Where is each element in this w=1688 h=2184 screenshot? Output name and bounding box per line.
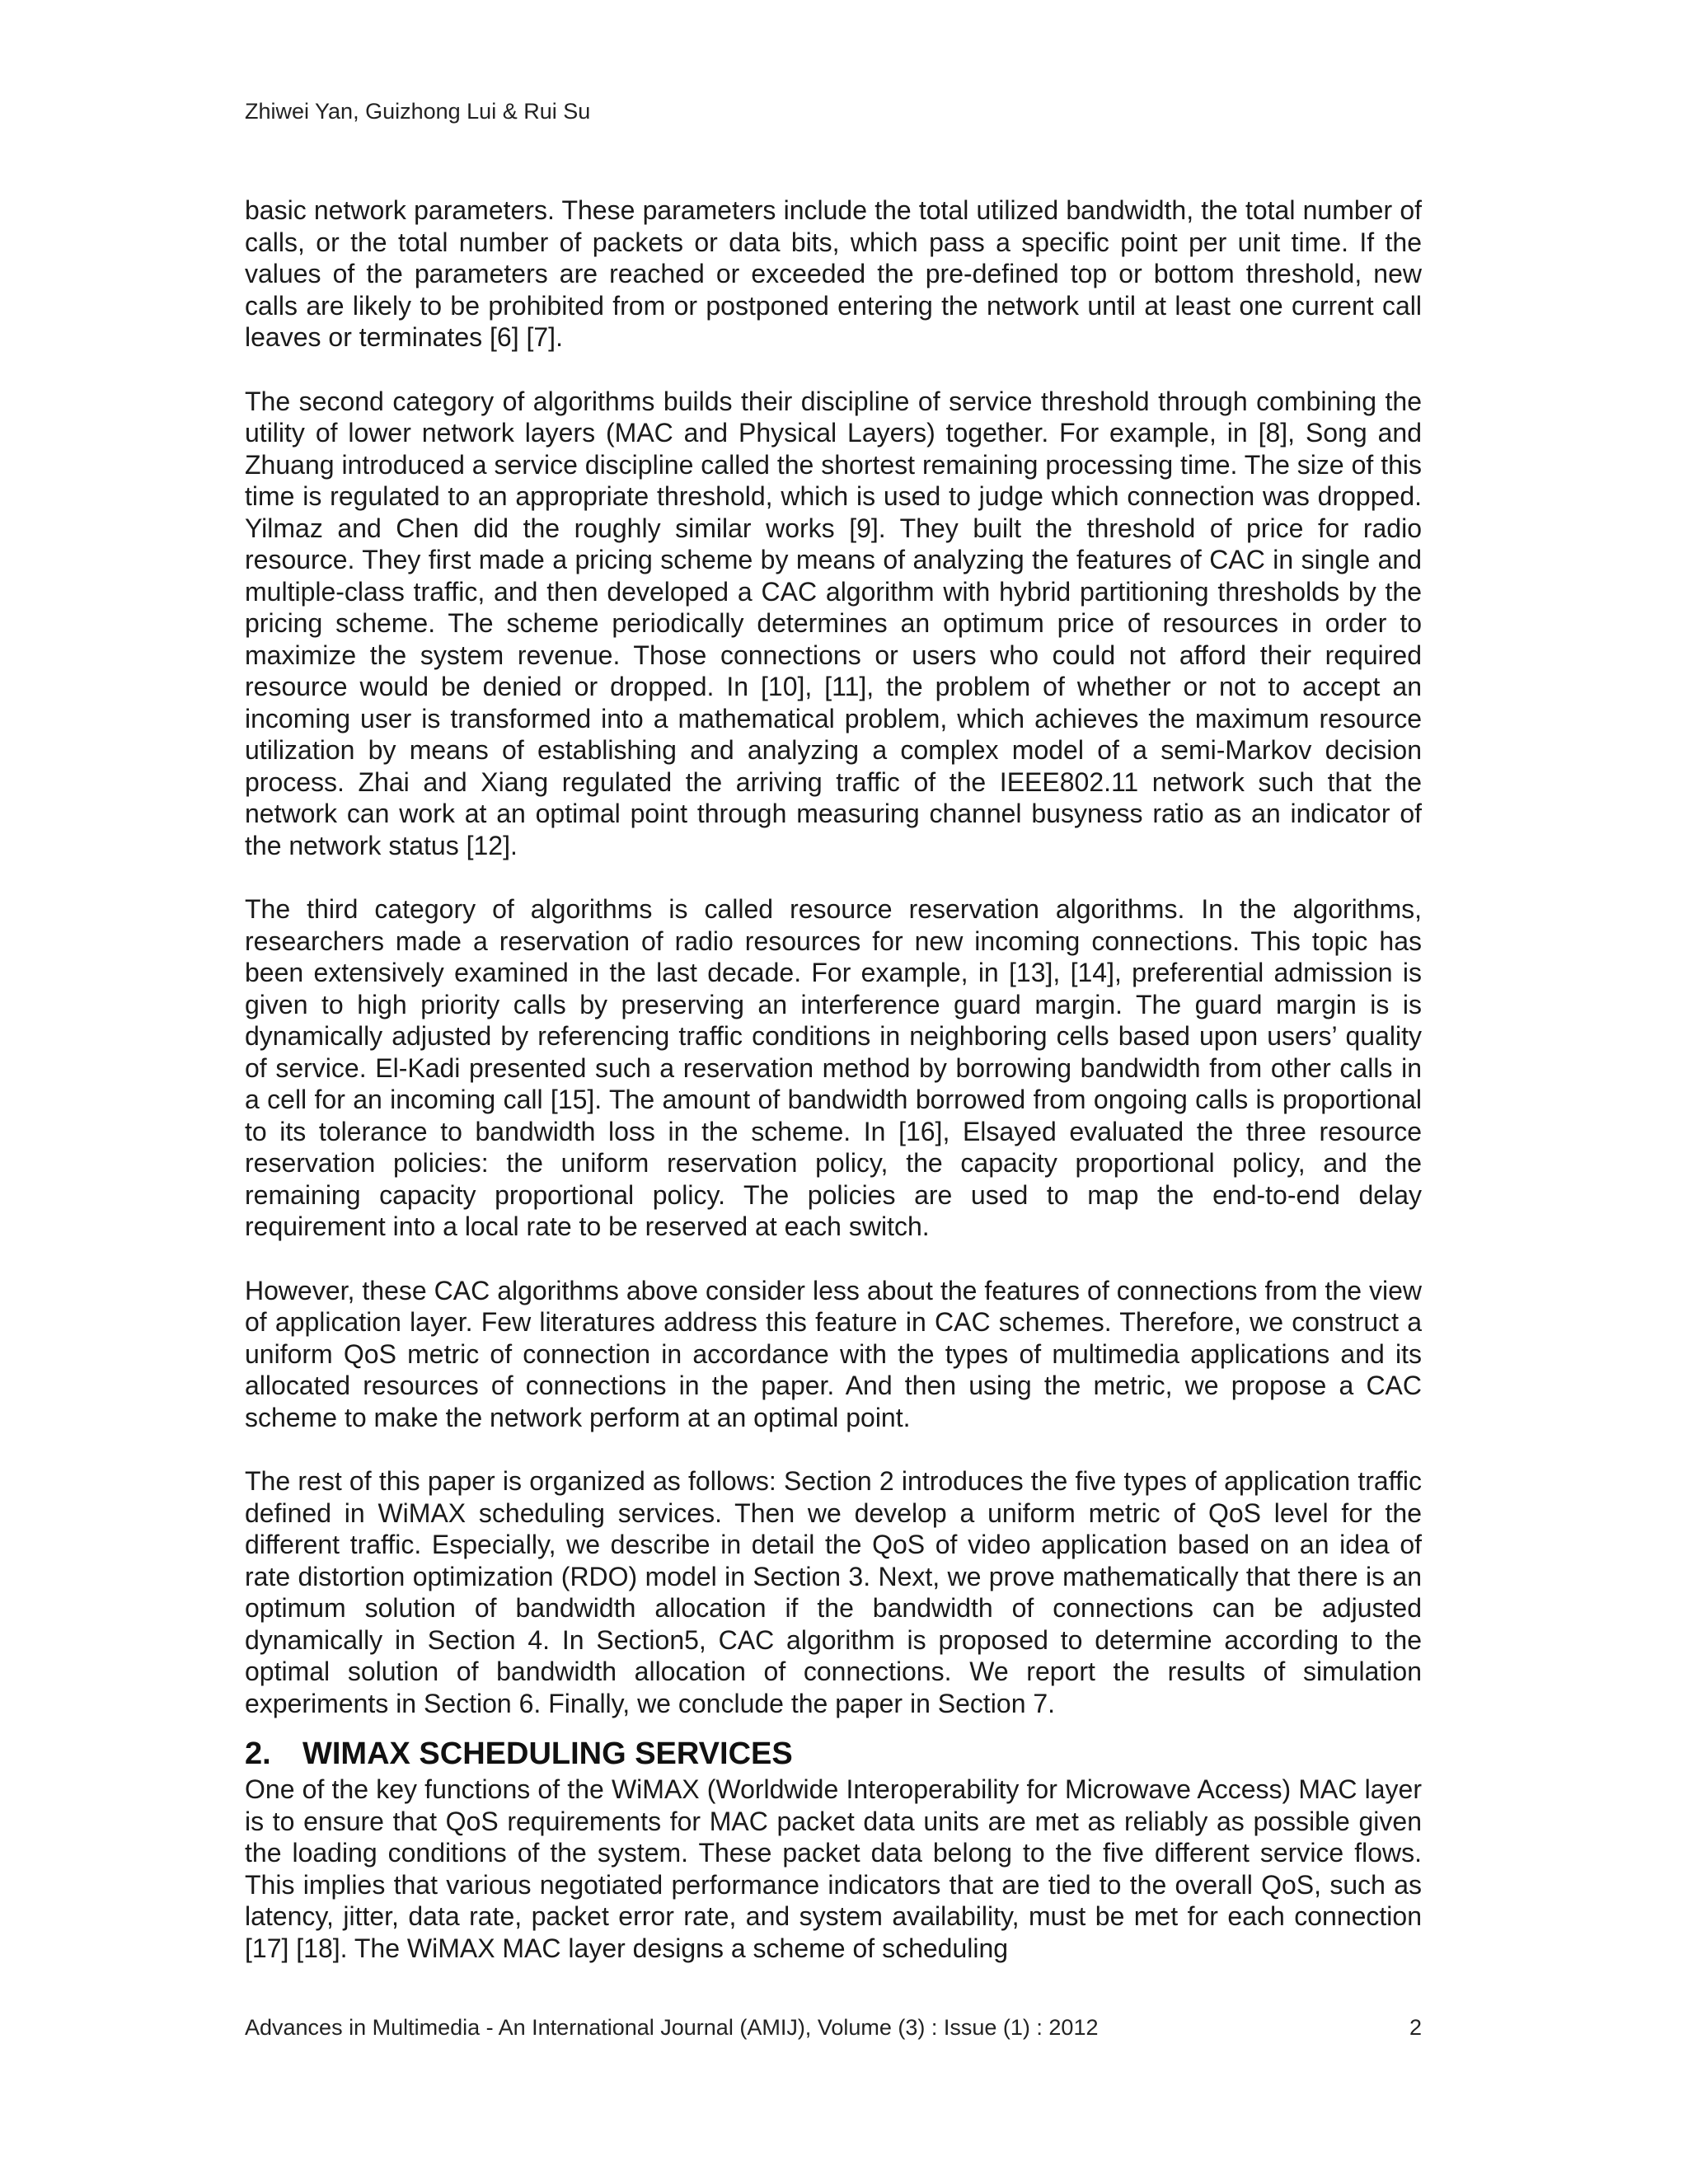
section-paragraph: One of the key functions of the WiMAX (Worldwide Interoperability for Microwave Access) MAC layer is to ensure that QoS requirements for MAC packet data units are met as reliably as possible given the loading conditions of the system. These packet data belong to the five different service flows. This implies that various negotiated performance indicators that are tied to the overall QoS, such as latency, jitter, data rate, packet error rate, and system availability, must be met for each connection [17] [18]. The WiMAX MAC layer designs a scheme of scheduling: [245, 1774, 1422, 1963]
body-paragraph-1: basic network parameters. These parameters include the total utilized bandwidth, the total number of calls, or the total number of packets or data bits, which pass a specific point per unit time. If the values of the parameters are reached or exceeded the pre-defined top or bottom threshold, new calls are likely to be prohibited from or postponed entering the network until at least one current call leaves or terminates [6] [7].: [245, 195, 1422, 352]
body-paragraph-5: The rest of this paper is organized as follows: Section 2 introduces the five types of application traffic defined in WiMAX scheduling services. Then we develop a uniform metric of QoS level for the different traffic. Especially, we describe in detail the QoS of video application based on an idea of rate distortion optimization (RDO) model in Section 3. Next, we prove mathematically that there is an optimum solution of bandwidth allocation if the bandwidth of connections can be adjusted dynamically in Section 4. In Section5, CAC algorithm is proposed to determine according to the optimal solution of bandwidth allocation of connections. We report the results of simulation experiments in Section 6. Finally, we conclude the paper in Section 7.: [245, 1466, 1422, 1718]
page-number: 2: [1409, 2015, 1422, 2040]
section-title: WIMAX SCHEDULING SERVICES: [302, 1736, 793, 1771]
section-heading: [245, 1736, 1422, 1772]
page-body: [245, 194, 1422, 1996]
body-paragraph-4: However, these CAC algorithms above consider less about the features of connections from the view of application layer. Few literatures address this feature in CAC schemes. Therefore, we construct a uniform QoS metric of connection in accordance with the types of multimedia applications and its allocated resources of connections in the paper. And then using the metric, we propose a CAC scheme to make the network perform at an optimal point.: [245, 1275, 1422, 1432]
body-paragraph-3: The third category of algorithms is called resource reservation algorithms. In the algorithms, researchers made a reservation of radio resources for new incoming connections. This topic has been extensively examined in the last decade. For example, in [13], [14], preferential admission is given to high priority calls by preserving an interference guard margin. The guard margin is is dynamically adjusted by referencing traffic conditions in neighboring cells based upon users’ quality of service. El-Kadi presented such a reservation method by borrowing bandwidth from other calls in a cell for an incoming call [15]. The amount of bandwidth borrowed from ongoing calls is proportional to its tolerance to bandwidth loss in the scheme. In [16], Elsayed evaluated the three resource reservation policies: the uniform reservation policy, the capacity proportional policy, and the remaining capacity proportional policy. The policies are used to map the end-to-end delay requirement into a local rate to be reserved at each switch.: [245, 894, 1422, 1241]
running-head-authors: Zhiwei Yan, Guizhong Lui & Rui Su: [245, 99, 591, 124]
footer-journal-citation: Advances in Multimedia - An International Journal (AMIJ), Volume (3) : Issue (1) : 2012: [245, 2015, 1099, 2040]
section-number: 2.: [245, 1736, 271, 1771]
page-footer: [245, 2013, 1422, 2041]
body-paragraph-2: The second category of algorithms builds their discipline of service threshold through combining the utility of lower network layers (MAC and Physical Layers) together. For example, in [8], Song and Zhuang introduced a service discipline called the shortest remaining processing time. The size of this time is regulated to an appropriate threshold, which is used to judge which connection was dropped. Yilmaz and Chen did the roughly similar works [9]. They built the threshold of price for radio resource. They first made a pricing scheme by means of analyzing the features of CAC in single and multiple-class traffic, and then developed a CAC algorithm with hybrid partitioning thresholds by the pricing scheme. The scheme periodically determines an optimum price of resources in order to maximize the system revenue. Those connections or users who could not afford their required resource would be denied or dropped. In [10], [11], the problem of whether or not to accept an incoming user is transformed into a mathematical problem, which achieves the maximum resource utilization by means of establishing and analyzing a complex model of a semi-Markov decision process. Zhai and Xiang regulated the arriving traffic of the IEEE802.11 network such that the network can work at an optimal point through measuring channel busyness ratio as an indicator of the network status [12].: [245, 386, 1422, 860]
